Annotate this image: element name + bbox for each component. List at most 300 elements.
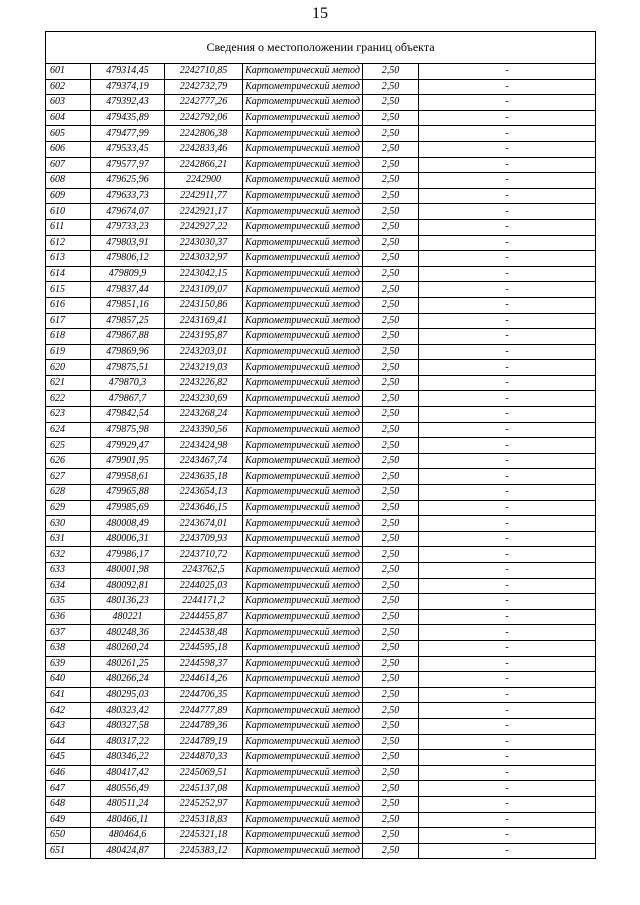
accuracy-cell: 2,50 — [363, 500, 419, 516]
point-number-cell: 621 — [46, 375, 91, 391]
y-coordinate-cell: 2243424,98 — [165, 438, 243, 454]
y-coordinate-cell: 2242833,46 — [165, 141, 243, 157]
y-coordinate-cell: 2244595,18 — [165, 640, 243, 656]
description-cell: - — [419, 173, 596, 189]
accuracy-cell: 2,50 — [363, 360, 419, 376]
point-number-cell: 639 — [46, 656, 91, 672]
accuracy-cell: 2,50 — [363, 609, 419, 625]
method-cell: Картометрический метод — [243, 578, 363, 594]
table-row — [46, 687, 596, 703]
method-cell: Картометрический метод — [243, 204, 363, 220]
method-cell: Картометрический метод — [243, 703, 363, 719]
method-cell: Картометрический метод — [243, 765, 363, 781]
accuracy-cell: 2,50 — [363, 594, 419, 610]
point-number-cell: 629 — [46, 500, 91, 516]
x-coordinate-cell: 480261,25 — [91, 656, 165, 672]
description-cell: - — [419, 453, 596, 469]
description-cell: - — [419, 703, 596, 719]
point-number-cell: 604 — [46, 110, 91, 126]
description-cell: - — [419, 469, 596, 485]
point-number-cell: 617 — [46, 313, 91, 329]
x-coordinate-cell: 479869,96 — [91, 344, 165, 360]
method-cell: Картометрический метод — [243, 781, 363, 797]
method-cell: Картометрический метод — [243, 110, 363, 126]
table-row — [46, 204, 596, 220]
accuracy-cell: 2,50 — [363, 266, 419, 282]
description-cell: - — [419, 188, 596, 204]
method-cell: Картометрический метод — [243, 235, 363, 251]
method-cell: Картометрический метод — [243, 251, 363, 267]
y-coordinate-cell: 2243268,24 — [165, 407, 243, 423]
point-number-cell: 601 — [46, 64, 91, 80]
method-cell: Картометрический метод — [243, 672, 363, 688]
y-coordinate-cell: 2243654,13 — [165, 485, 243, 501]
description-cell: - — [419, 360, 596, 376]
accuracy-cell: 2,50 — [363, 344, 419, 360]
table-row — [46, 188, 596, 204]
table-row — [46, 391, 596, 407]
boundary-coordinates-table — [45, 31, 596, 859]
point-number-cell: 641 — [46, 687, 91, 703]
description-cell: - — [419, 485, 596, 501]
y-coordinate-cell: 2243042,15 — [165, 266, 243, 282]
y-coordinate-cell: 2242911,77 — [165, 188, 243, 204]
x-coordinate-cell: 480424,87 — [91, 843, 165, 859]
point-number-cell: 630 — [46, 516, 91, 532]
table-row — [46, 750, 596, 766]
x-coordinate-cell: 479625,96 — [91, 173, 165, 189]
table-row — [46, 251, 596, 267]
accuracy-cell: 2,50 — [363, 578, 419, 594]
method-cell: Картометрический метод — [243, 734, 363, 750]
accuracy-cell: 2,50 — [363, 640, 419, 656]
point-number-cell: 605 — [46, 126, 91, 142]
y-coordinate-cell: 2245069,51 — [165, 765, 243, 781]
description-cell: - — [419, 344, 596, 360]
description-cell: - — [419, 828, 596, 844]
accuracy-cell: 2,50 — [363, 438, 419, 454]
description-cell: - — [419, 734, 596, 750]
x-coordinate-cell: 480092,81 — [91, 578, 165, 594]
table-row — [46, 453, 596, 469]
accuracy-cell: 2,50 — [363, 95, 419, 111]
y-coordinate-cell: 2243219,03 — [165, 360, 243, 376]
point-number-cell: 609 — [46, 188, 91, 204]
point-number-cell: 622 — [46, 391, 91, 407]
table-row — [46, 765, 596, 781]
accuracy-cell: 2,50 — [363, 734, 419, 750]
accuracy-cell: 2,50 — [363, 391, 419, 407]
point-number-cell: 646 — [46, 765, 91, 781]
method-cell: Картометрический метод — [243, 453, 363, 469]
accuracy-cell: 2,50 — [363, 188, 419, 204]
table-row — [46, 672, 596, 688]
accuracy-cell: 2,50 — [363, 828, 419, 844]
method-cell: Картометрический метод — [243, 828, 363, 844]
point-number-cell: 606 — [46, 141, 91, 157]
description-cell: - — [419, 266, 596, 282]
y-coordinate-cell: 2243203,01 — [165, 344, 243, 360]
description-cell: - — [419, 687, 596, 703]
description-cell: - — [419, 141, 596, 157]
table-row — [46, 828, 596, 844]
description-cell: - — [419, 812, 596, 828]
accuracy-cell: 2,50 — [363, 79, 419, 95]
point-number-cell: 627 — [46, 469, 91, 485]
method-cell: Картометрический метод — [243, 516, 363, 532]
description-cell: - — [419, 282, 596, 298]
table-row — [46, 796, 596, 812]
table-row — [46, 79, 596, 95]
description-cell: - — [419, 235, 596, 251]
x-coordinate-cell: 479806,12 — [91, 251, 165, 267]
method-cell: Картометрический метод — [243, 531, 363, 547]
y-coordinate-cell: 2242806,38 — [165, 126, 243, 142]
x-coordinate-cell: 480006,31 — [91, 531, 165, 547]
table-row — [46, 734, 596, 750]
accuracy-cell: 2,50 — [363, 625, 419, 641]
point-number-cell: 608 — [46, 173, 91, 189]
accuracy-cell: 2,50 — [363, 375, 419, 391]
y-coordinate-cell: 2242927,22 — [165, 219, 243, 235]
x-coordinate-cell: 479985,69 — [91, 500, 165, 516]
table-row — [46, 578, 596, 594]
description-cell: - — [419, 500, 596, 516]
table-row — [46, 95, 596, 111]
description-cell: - — [419, 157, 596, 173]
x-coordinate-cell: 479875,51 — [91, 360, 165, 376]
table-row — [46, 360, 596, 376]
table-row — [46, 812, 596, 828]
x-coordinate-cell: 479837,44 — [91, 282, 165, 298]
accuracy-cell: 2,50 — [363, 173, 419, 189]
point-number-cell: 650 — [46, 828, 91, 844]
description-cell: - — [419, 594, 596, 610]
point-number-cell: 615 — [46, 282, 91, 298]
accuracy-cell: 2,50 — [363, 110, 419, 126]
table-row — [46, 64, 596, 80]
point-number-cell: 623 — [46, 407, 91, 423]
y-coordinate-cell: 2243032,97 — [165, 251, 243, 267]
table-row — [46, 110, 596, 126]
point-number-cell: 640 — [46, 672, 91, 688]
accuracy-cell: 2,50 — [363, 469, 419, 485]
point-number-cell: 635 — [46, 594, 91, 610]
x-coordinate-cell: 479870,3 — [91, 375, 165, 391]
x-coordinate-cell: 479533,45 — [91, 141, 165, 157]
table-row — [46, 407, 596, 423]
point-number-cell: 631 — [46, 531, 91, 547]
method-cell: Картометрический метод — [243, 656, 363, 672]
accuracy-cell: 2,50 — [363, 485, 419, 501]
x-coordinate-cell: 479965,88 — [91, 485, 165, 501]
x-coordinate-cell: 479986,17 — [91, 547, 165, 563]
accuracy-cell: 2,50 — [363, 687, 419, 703]
method-cell: Картометрический метод — [243, 157, 363, 173]
accuracy-cell: 2,50 — [363, 329, 419, 345]
method-cell: Картометрический метод — [243, 625, 363, 641]
x-coordinate-cell: 480008,49 — [91, 516, 165, 532]
y-coordinate-cell: 2244706,35 — [165, 687, 243, 703]
description-cell: - — [419, 625, 596, 641]
x-coordinate-cell: 480136,23 — [91, 594, 165, 610]
point-number-cell: 612 — [46, 235, 91, 251]
point-number-cell: 638 — [46, 640, 91, 656]
method-cell: Картометрический метод — [243, 95, 363, 111]
x-coordinate-cell: 479929,47 — [91, 438, 165, 454]
point-number-cell: 648 — [46, 796, 91, 812]
point-number-cell: 643 — [46, 718, 91, 734]
point-number-cell: 620 — [46, 360, 91, 376]
method-cell: Картометрический метод — [243, 594, 363, 610]
method-cell: Картометрический метод — [243, 79, 363, 95]
x-coordinate-cell: 479577,97 — [91, 157, 165, 173]
method-cell: Картометрический метод — [243, 547, 363, 563]
point-number-cell: 603 — [46, 95, 91, 111]
x-coordinate-cell: 479733,23 — [91, 219, 165, 235]
table-row — [46, 625, 596, 641]
accuracy-cell: 2,50 — [363, 656, 419, 672]
y-coordinate-cell: 2244455,87 — [165, 609, 243, 625]
table-row — [46, 718, 596, 734]
x-coordinate-cell: 479842,54 — [91, 407, 165, 423]
accuracy-cell: 2,50 — [363, 282, 419, 298]
table-row — [46, 656, 596, 672]
x-coordinate-cell: 479875,98 — [91, 422, 165, 438]
y-coordinate-cell: 2244598,37 — [165, 656, 243, 672]
point-number-cell: 625 — [46, 438, 91, 454]
table-row — [46, 609, 596, 625]
accuracy-cell: 2,50 — [363, 297, 419, 313]
y-coordinate-cell: 2243709,93 — [165, 531, 243, 547]
description-cell: - — [419, 95, 596, 111]
x-coordinate-cell: 479435,89 — [91, 110, 165, 126]
y-coordinate-cell: 2244025,03 — [165, 578, 243, 594]
table-row — [46, 235, 596, 251]
method-cell: Картометрический метод — [243, 360, 363, 376]
point-number-cell: 610 — [46, 204, 91, 220]
x-coordinate-cell: 479851,16 — [91, 297, 165, 313]
accuracy-cell: 2,50 — [363, 204, 419, 220]
x-coordinate-cell: 479958,61 — [91, 469, 165, 485]
description-cell: - — [419, 110, 596, 126]
table-row — [46, 500, 596, 516]
table-row — [46, 563, 596, 579]
x-coordinate-cell: 480466,11 — [91, 812, 165, 828]
point-number-cell: 645 — [46, 750, 91, 766]
description-cell: - — [419, 578, 596, 594]
point-number-cell: 613 — [46, 251, 91, 267]
table-title: Сведения о местоположении границ объекта — [46, 32, 596, 64]
y-coordinate-cell: 2242921,17 — [165, 204, 243, 220]
table-row — [46, 126, 596, 142]
method-cell: Картометрический метод — [243, 375, 363, 391]
table-row — [46, 219, 596, 235]
method-cell: Картометрический метод — [243, 188, 363, 204]
y-coordinate-cell: 2244789,36 — [165, 718, 243, 734]
accuracy-cell: 2,50 — [363, 703, 419, 719]
method-cell: Картометрический метод — [243, 313, 363, 329]
point-number-cell: 636 — [46, 609, 91, 625]
table-row — [46, 438, 596, 454]
x-coordinate-cell: 479633,73 — [91, 188, 165, 204]
description-cell: - — [419, 313, 596, 329]
point-number-cell: 649 — [46, 812, 91, 828]
y-coordinate-cell: 2242792,06 — [165, 110, 243, 126]
x-coordinate-cell: 480346,22 — [91, 750, 165, 766]
description-cell: - — [419, 516, 596, 532]
accuracy-cell: 2,50 — [363, 235, 419, 251]
table-row — [46, 516, 596, 532]
description-cell: - — [419, 718, 596, 734]
y-coordinate-cell: 2245321,18 — [165, 828, 243, 844]
description-cell: - — [419, 204, 596, 220]
x-coordinate-cell: 480221 — [91, 609, 165, 625]
description-cell: - — [419, 672, 596, 688]
accuracy-cell: 2,50 — [363, 796, 419, 812]
accuracy-cell: 2,50 — [363, 563, 419, 579]
table-row — [46, 375, 596, 391]
description-cell: - — [419, 329, 596, 345]
accuracy-cell: 2,50 — [363, 126, 419, 142]
accuracy-cell: 2,50 — [363, 781, 419, 797]
y-coordinate-cell: 2243635,18 — [165, 469, 243, 485]
y-coordinate-cell: 2243467,74 — [165, 453, 243, 469]
x-coordinate-cell: 479314,45 — [91, 64, 165, 80]
table-row — [46, 485, 596, 501]
description-cell: - — [419, 563, 596, 579]
method-cell: Картометрический метод — [243, 297, 363, 313]
table-row — [46, 531, 596, 547]
x-coordinate-cell: 480417,42 — [91, 765, 165, 781]
description-cell: - — [419, 750, 596, 766]
table-row — [46, 157, 596, 173]
point-number-cell: 634 — [46, 578, 91, 594]
x-coordinate-cell: 479901,95 — [91, 453, 165, 469]
point-number-cell: 611 — [46, 219, 91, 235]
point-number-cell: 626 — [46, 453, 91, 469]
y-coordinate-cell: 2242866,21 — [165, 157, 243, 173]
accuracy-cell: 2,50 — [363, 219, 419, 235]
method-cell: Картометрический метод — [243, 438, 363, 454]
method-cell: Картометрический метод — [243, 609, 363, 625]
accuracy-cell: 2,50 — [363, 64, 419, 80]
method-cell: Картометрический метод — [243, 219, 363, 235]
point-number-cell: 607 — [46, 157, 91, 173]
description-cell: - — [419, 375, 596, 391]
description-cell: - — [419, 219, 596, 235]
x-coordinate-cell: 479392,43 — [91, 95, 165, 111]
method-cell: Картометрический метод — [243, 687, 363, 703]
method-cell: Картометрический метод — [243, 64, 363, 80]
x-coordinate-cell: 479803,91 — [91, 235, 165, 251]
method-cell: Картометрический метод — [243, 469, 363, 485]
table-row — [46, 703, 596, 719]
y-coordinate-cell: 2243762,5 — [165, 563, 243, 579]
point-number-cell: 618 — [46, 329, 91, 345]
x-coordinate-cell: 479374,19 — [91, 79, 165, 95]
x-coordinate-cell: 479857,25 — [91, 313, 165, 329]
description-cell: - — [419, 64, 596, 80]
accuracy-cell: 2,50 — [363, 765, 419, 781]
table-row — [46, 329, 596, 345]
point-number-cell: 624 — [46, 422, 91, 438]
description-cell: - — [419, 531, 596, 547]
table-row — [46, 843, 596, 859]
point-number-cell: 647 — [46, 781, 91, 797]
y-coordinate-cell: 2244171,2 — [165, 594, 243, 610]
description-cell: - — [419, 609, 596, 625]
y-coordinate-cell: 2245383,12 — [165, 843, 243, 859]
description-cell: - — [419, 781, 596, 797]
y-coordinate-cell: 2244870,33 — [165, 750, 243, 766]
x-coordinate-cell: 480327,58 — [91, 718, 165, 734]
accuracy-cell: 2,50 — [363, 422, 419, 438]
table-row — [46, 344, 596, 360]
table-row — [46, 173, 596, 189]
page-number: 15 — [312, 5, 328, 22]
description-cell: - — [419, 656, 596, 672]
description-cell: - — [419, 547, 596, 563]
description-cell: - — [419, 251, 596, 267]
method-cell: Картометрический метод — [243, 266, 363, 282]
y-coordinate-cell: 2242732,79 — [165, 79, 243, 95]
table-row — [46, 547, 596, 563]
y-coordinate-cell: 2243226,82 — [165, 375, 243, 391]
point-number-cell: 616 — [46, 297, 91, 313]
y-coordinate-cell: 2244538,48 — [165, 625, 243, 641]
table-row — [46, 282, 596, 298]
y-coordinate-cell: 2244789,19 — [165, 734, 243, 750]
y-coordinate-cell: 2243169,41 — [165, 313, 243, 329]
method-cell: Картометрический метод — [243, 750, 363, 766]
point-number-cell: 628 — [46, 485, 91, 501]
method-cell: Картометрический метод — [243, 282, 363, 298]
accuracy-cell: 2,50 — [363, 672, 419, 688]
table-row — [46, 266, 596, 282]
method-cell: Картометрический метод — [243, 796, 363, 812]
x-coordinate-cell: 479674,07 — [91, 204, 165, 220]
x-coordinate-cell: 480001,98 — [91, 563, 165, 579]
y-coordinate-cell: 2245252,97 — [165, 796, 243, 812]
point-number-cell: 644 — [46, 734, 91, 750]
point-number-cell: 637 — [46, 625, 91, 641]
method-cell: Картометрический метод — [243, 407, 363, 423]
accuracy-cell: 2,50 — [363, 407, 419, 423]
accuracy-cell: 2,50 — [363, 843, 419, 859]
point-number-cell: 632 — [46, 547, 91, 563]
description-cell: - — [419, 79, 596, 95]
accuracy-cell: 2,50 — [363, 141, 419, 157]
point-number-cell: 633 — [46, 563, 91, 579]
y-coordinate-cell: 2244614,26 — [165, 672, 243, 688]
y-coordinate-cell: 2245318,83 — [165, 812, 243, 828]
x-coordinate-cell: 480260,24 — [91, 640, 165, 656]
y-coordinate-cell: 2243030,37 — [165, 235, 243, 251]
method-cell: Картометрический метод — [243, 500, 363, 516]
y-coordinate-cell: 2242777,26 — [165, 95, 243, 111]
method-cell: Картометрический метод — [243, 126, 363, 142]
x-coordinate-cell: 480248,36 — [91, 625, 165, 641]
method-cell: Картометрический метод — [243, 485, 363, 501]
y-coordinate-cell: 2243195,87 — [165, 329, 243, 345]
method-cell: Картометрический метод — [243, 329, 363, 345]
point-number-cell: 602 — [46, 79, 91, 95]
method-cell: Картометрический метод — [243, 640, 363, 656]
y-coordinate-cell: 2243646,15 — [165, 500, 243, 516]
accuracy-cell: 2,50 — [363, 157, 419, 173]
y-coordinate-cell: 2244777,89 — [165, 703, 243, 719]
